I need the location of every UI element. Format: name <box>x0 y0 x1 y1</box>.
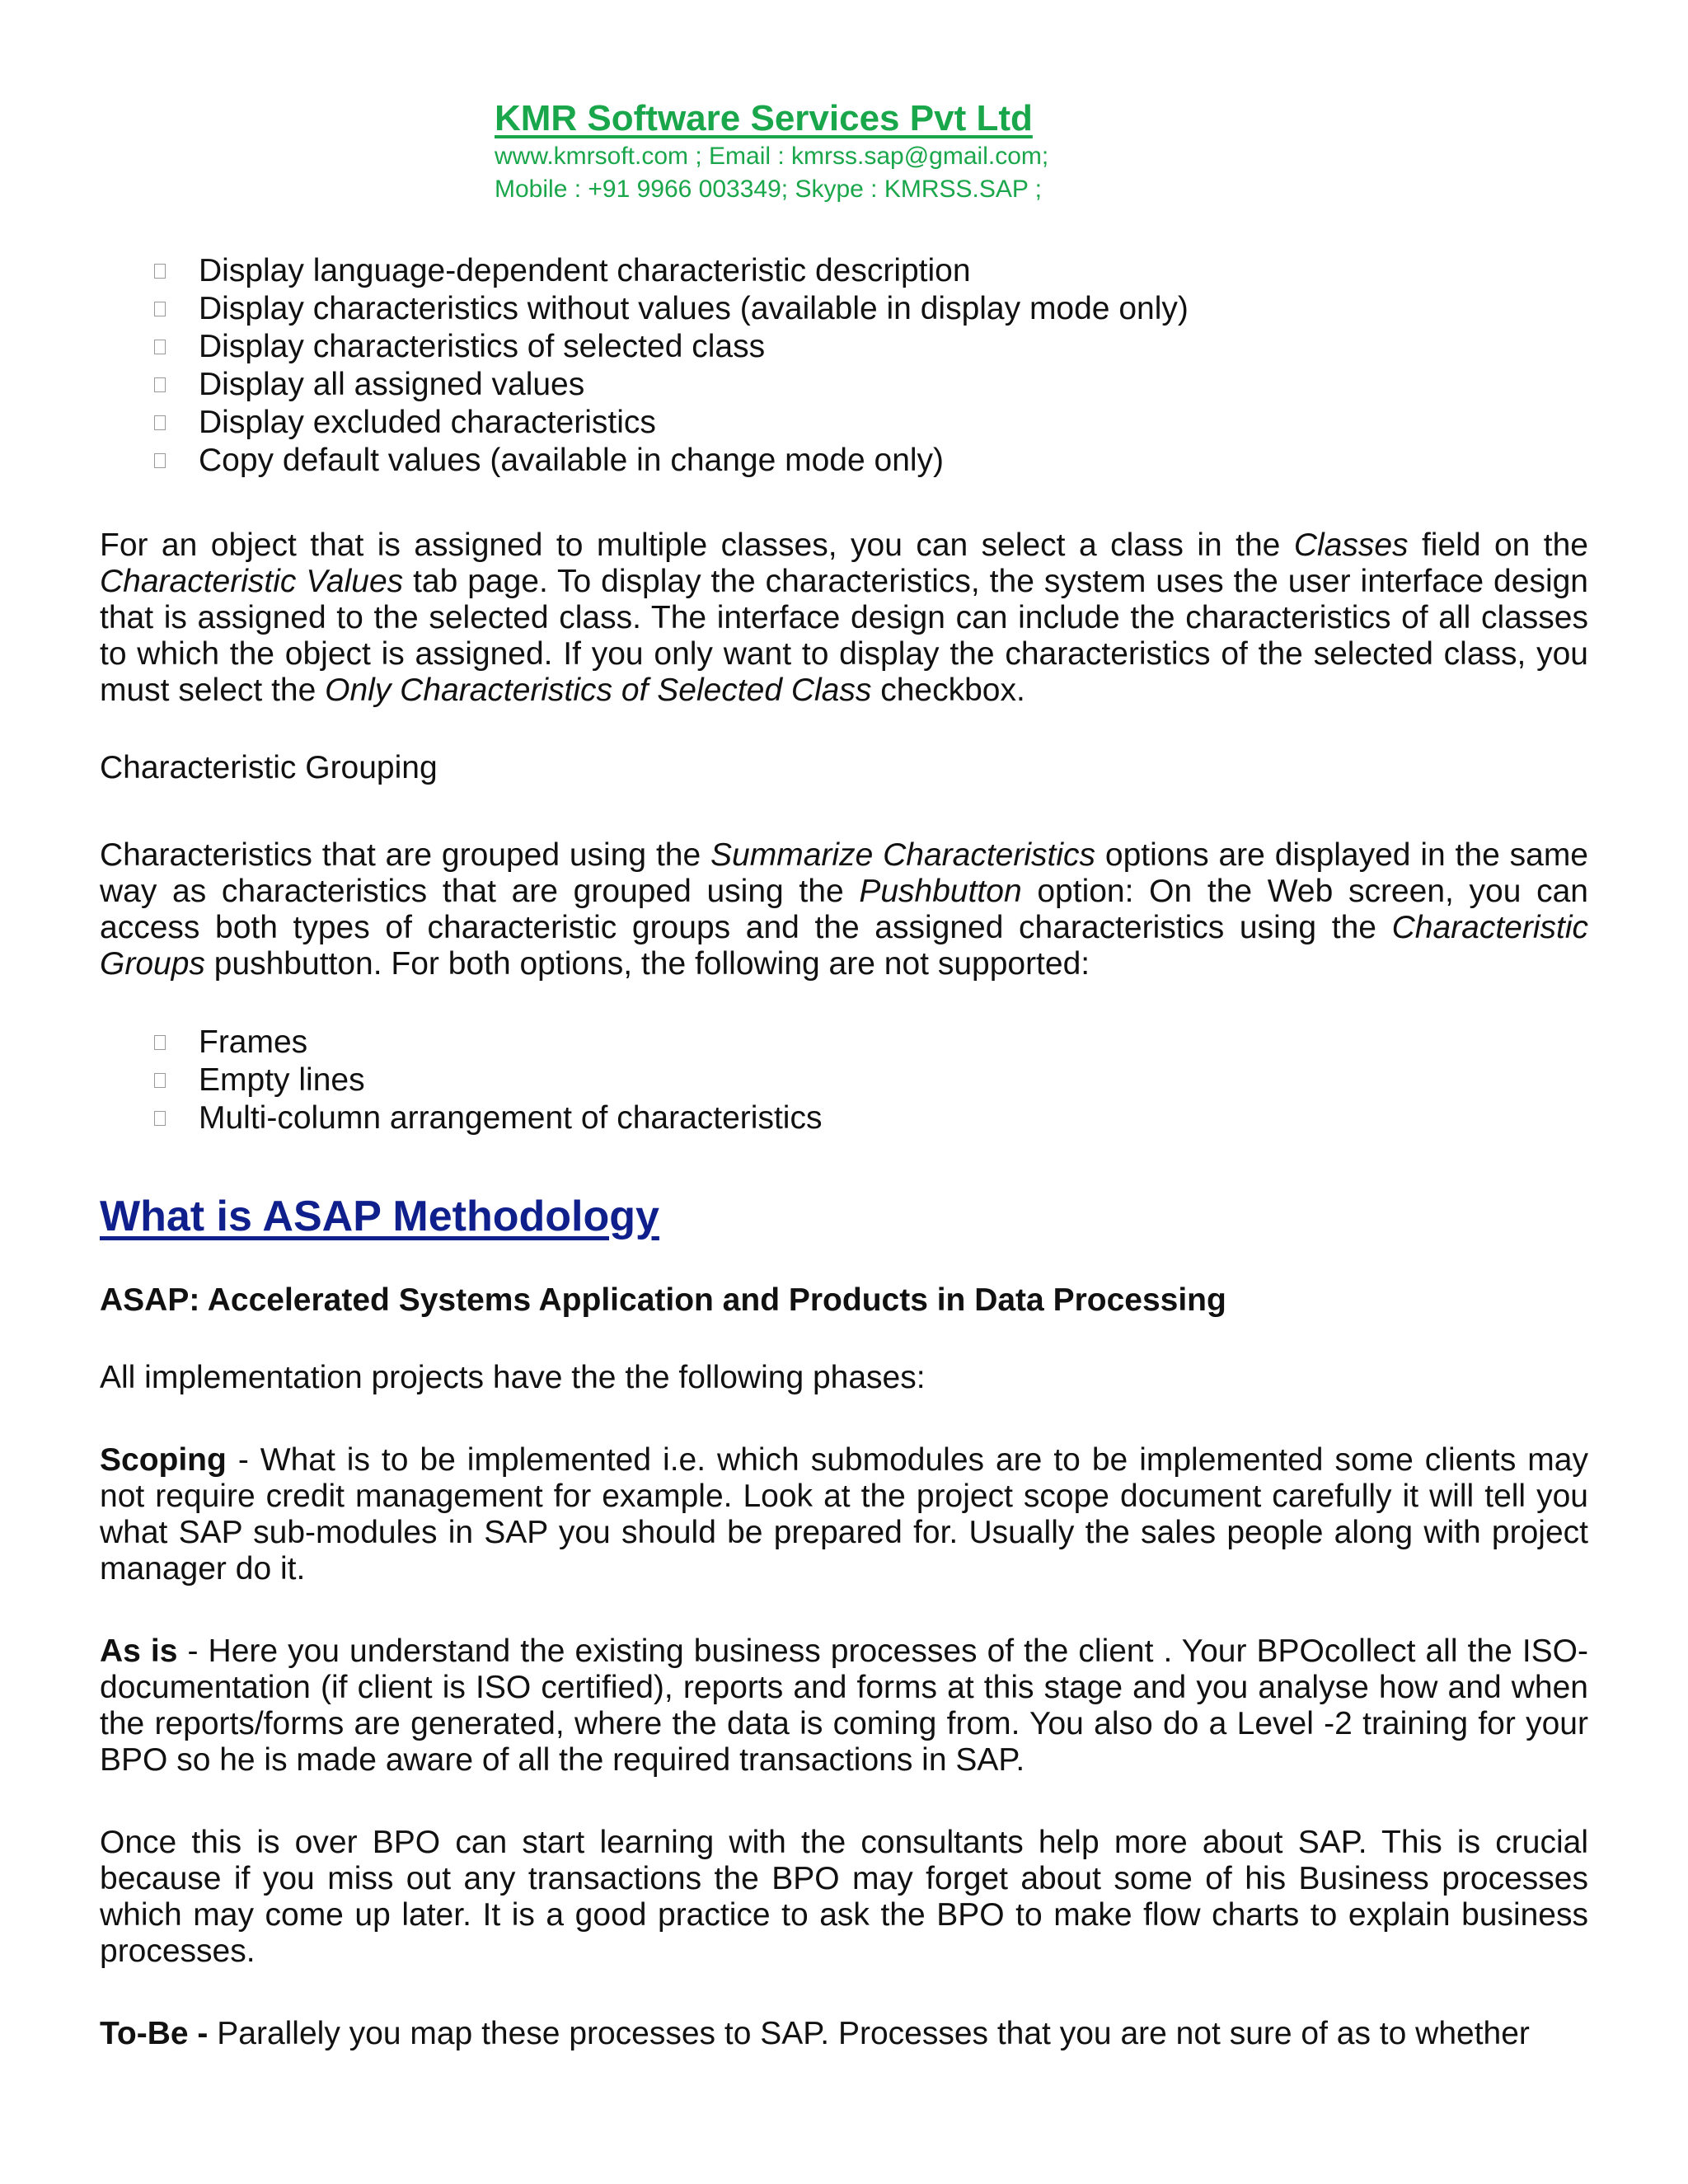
options-section <box>100 252 1588 480</box>
contact-line-web-email: www.kmrsoft.com ; Email : kmrss.sap@gmail.com; <box>495 143 1049 170</box>
once-block <box>100 1825 1588 1970</box>
company-name: KMR Software Services Pvt Ltd <box>495 98 1033 138</box>
scoping-block <box>100 1442 1588 1587</box>
scoping-label: Scoping <box>100 1442 227 1478</box>
list-item: Display characteristics without values (available in display mode only) <box>100 290 1588 328</box>
list-item: Display characteristics of selected class <box>100 328 1588 366</box>
bullet-box-icon <box>154 1073 166 1088</box>
asap-intro-block <box>100 1360 1588 1396</box>
scoping-paragraph: Scoping - What is to be implemented i.e. which submodules are to be implemented some clients may not require credit management for example. Look at the project scope document carefully it will tell you what SAP sub-modules in SAP you should be prepared for. Usually the sales people along with project manager do it. <box>100 1442 1588 1586</box>
once-paragraph: Once this is over BPO can start learning with the consultants help more about SAP. This is crucial because if you miss out any transactions the BPO may forget about some of his Business processes which may come up later. It is a good practice to ask the BPO to make flow charts to explain business processes. <box>100 1825 1588 1969</box>
list-item: Display language-dependent characteristic description <box>100 252 1588 290</box>
tobe-paragraph: To-Be - Parallely you map these processes to SAP. Processes that you are not sure of as to whether <box>100 2016 1530 2051</box>
bullet-box-icon <box>154 340 166 354</box>
options-list <box>100 252 1588 480</box>
bullet-box-icon <box>154 415 166 430</box>
list-item: Copy default values (available in change mode only) <box>100 442 1588 480</box>
list-item: Display all assigned values <box>100 366 1588 404</box>
grouping-paragraph-block <box>100 837 1588 982</box>
asap-heading: What is ASAP Methodology <box>100 1193 659 1240</box>
bullet-box-icon <box>154 264 166 279</box>
bullet-box-icon <box>154 302 166 316</box>
unsupported-list <box>100 1024 1588 1137</box>
list-item: Display excluded characteristics <box>100 404 1588 442</box>
grouping-title-block <box>100 750 1588 786</box>
asis-block <box>100 1633 1588 1779</box>
tobe-label: To-Be - <box>100 2016 209 2051</box>
bullet-box-icon <box>154 377 166 392</box>
asis-paragraph: As is - Here you understand the existing business processes of the client . Your BPOcollect all the ISO-documentation (if client is ISO certified), reports and forms at this stage and you analyse how and when the reports/forms are generated, where the data is coming from. You also do a Level -2 training for your BPO so he is made aware of all the required transactions in SAP. <box>100 1633 1588 1778</box>
asap-subheading-block <box>100 1282 1588 1319</box>
unsupported-section <box>100 1024 1588 1137</box>
tobe-block <box>100 2016 1588 2052</box>
list-item: Frames <box>100 1024 1588 1062</box>
asap-subheading: ASAP: Accelerated Systems Application and Products in Data Processing <box>100 1282 1226 1318</box>
grouping-paragraph: Characteristics that are grouped using the Summarize Characteristics options are displayed in the same way as characteristics that are grouped using the Pushbutton option: On the Web screen, you can access both types of characteristic groups and the assigned characteristics using the Characteristic Groups pushbutton. For both options, the following are not supported: <box>100 837 1589 982</box>
bullet-box-icon <box>154 1035 166 1050</box>
asis-label: As is <box>100 1633 178 1669</box>
list-item: Empty lines <box>100 1062 1588 1099</box>
asap-intro: All implementation projects have the the following phases: <box>100 1360 926 1395</box>
classes-paragraph-block <box>100 527 1588 709</box>
letterhead <box>495 97 1048 206</box>
bullet-box-icon <box>154 1111 166 1126</box>
bullet-box-icon <box>154 453 166 468</box>
grouping-title: Characteristic Grouping <box>100 750 438 785</box>
classes-paragraph: For an object that is assigned to multiple classes, you can select a class in the Classes field on the Characteristic Values tab page. To display the characteristics, the system uses the user interface design that is assigned to the selected class. The interface design can include the characteristics of all classes to which the object is assigned. If you only want to display the characteristics of the selected class, you must select the Only Characteristics of Selected Class checkbox. <box>100 527 1588 708</box>
asap-heading-block <box>100 1192 1588 1241</box>
contact-line-mobile-skype: Mobile : +91 9966 003349; Skype : KMRSS.SAP ; <box>495 176 1043 203</box>
list-item: Multi-column arrangement of characteristics <box>100 1099 1588 1137</box>
